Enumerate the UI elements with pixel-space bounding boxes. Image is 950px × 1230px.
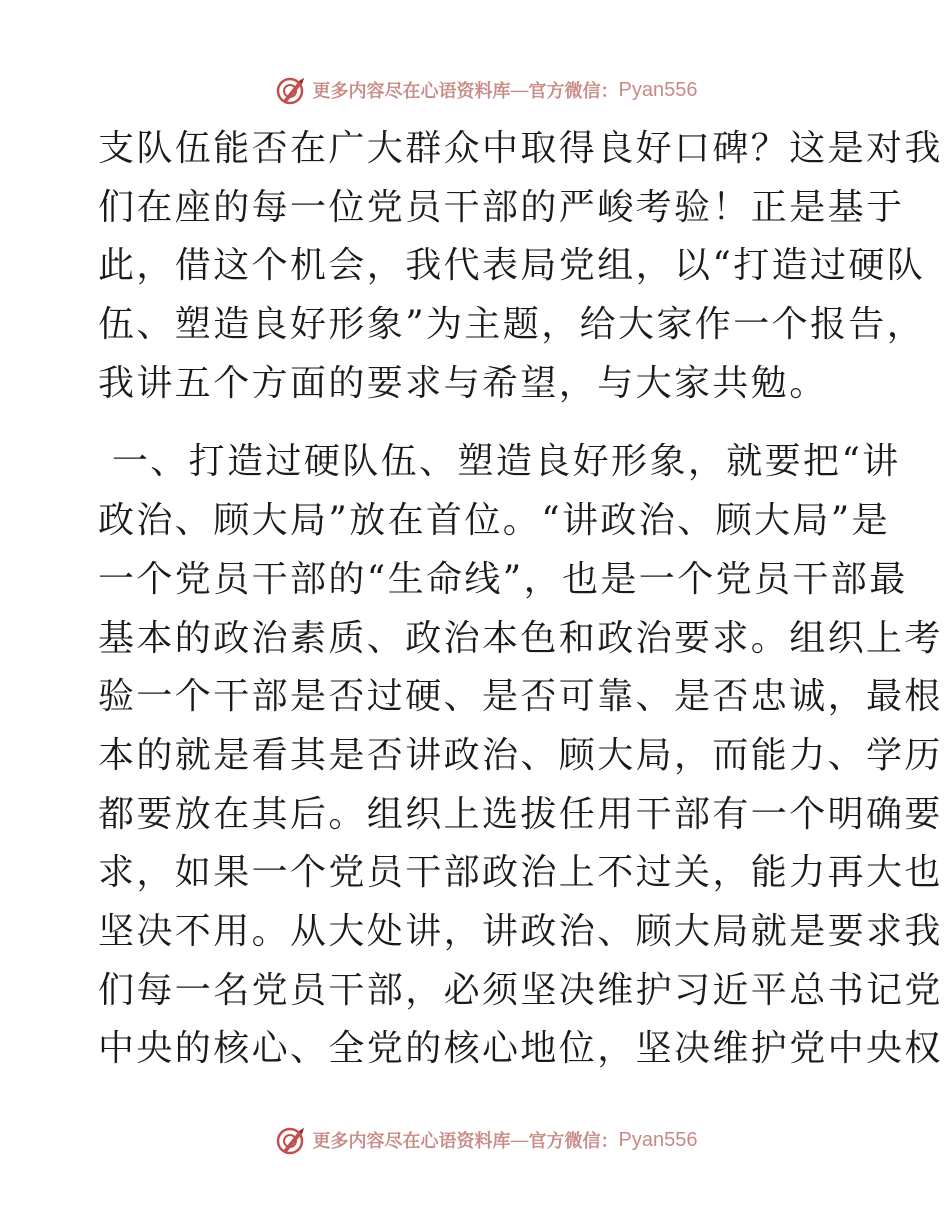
watermark-label: 官方微信： <box>528 1131 619 1152</box>
document-body <box>98 120 943 1079</box>
pen-logo-icon <box>275 73 309 107</box>
text-line: 们每一名党员干部，必须坚决维护习近平总书记党 <box>98 969 943 1011</box>
text-line: 伍、塑造良好形象”为主题，给大家作一个报告， <box>98 304 926 346</box>
watermark-id: Pyan556 <box>618 1128 698 1151</box>
text-line: 政治、顾大局”放在首位。“讲政治、顾大局”是 <box>98 500 891 542</box>
text-line: 一、打造过硬队伍、塑造良好形象，就要把“讲 <box>98 441 901 483</box>
header-watermark <box>0 70 950 110</box>
text-line: 支队伍能否在广大群众中取得良好口碑？这是对我 <box>98 128 943 169</box>
text-line: 一个党员干部的“生命线”，也是一个党员干部最 <box>98 558 908 600</box>
text-line: 本的就是看其是否讲政治、顾大局，而能力、学历 <box>98 734 943 776</box>
text-line: 求，如果一个党员干部政治上不过关，能力再大也 <box>98 852 943 894</box>
watermark-separator: — <box>510 79 529 100</box>
watermark-id: Pyan556 <box>618 78 698 101</box>
footer-watermark <box>0 1120 950 1160</box>
text-line: 此，借这个机会，我代表局党组，以“打造过硬队 <box>98 245 926 287</box>
paragraph <box>98 433 943 1079</box>
text-line: 基本的政治素质、政治本色和政治要求。组织上考 <box>98 617 943 659</box>
text-line: 坚决不用。从大处讲，讲政治、顾大局就是要求我 <box>98 910 943 952</box>
paragraph <box>98 120 943 413</box>
text-line: 验一个干部是否过硬、是否可靠、是否忠诚，最根 <box>98 676 943 718</box>
watermark-label: 官方微信： <box>528 81 619 102</box>
text-line: 们在座的每一位党员干部的严峻考验！正是基于 <box>98 186 905 228</box>
watermark-text: 更多内容尽在心语资料库 <box>312 1131 511 1152</box>
watermark-text: 更多内容尽在心语资料库 <box>312 81 511 102</box>
text-line: 都要放在其后。组织上选拔任用干部有一个明确要 <box>98 793 943 835</box>
pen-logo-icon <box>275 1123 309 1157</box>
watermark-separator: — <box>510 1129 529 1150</box>
text-line: 中央的核心、全党的核心地位，坚决维护党中央权 <box>98 1028 943 1070</box>
text-line: 我讲五个方面的要求与希望，与大家共勉。 <box>98 362 828 404</box>
